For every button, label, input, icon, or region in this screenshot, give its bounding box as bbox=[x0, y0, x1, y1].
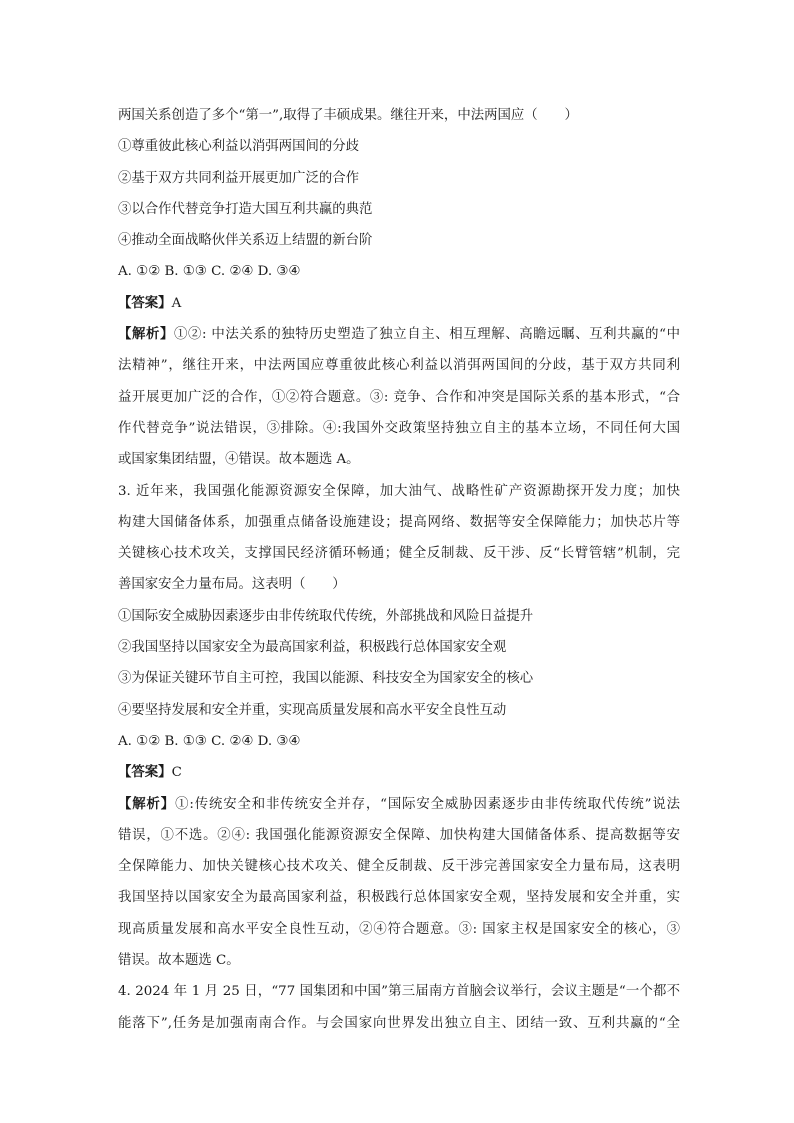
line-text: ①:传统安全和非传统安全并存，“国际安全威胁因素逐步由非传统取代传统”说法 bbox=[175, 796, 681, 812]
text-line bbox=[118, 163, 680, 194]
line-text: 法精神”，继往开来，中法两国应尊重彼此核心利益以消弭两国间的分歧，基于双方共同利 bbox=[118, 358, 680, 374]
line-text: A. ①② B. ①③ C. ②④ D. ③④ bbox=[118, 733, 301, 749]
line-text: ④推动全面战略伙伴关系迈上结盟的新台阶 bbox=[118, 233, 373, 249]
text-line bbox=[118, 444, 680, 475]
line-text: A. ①② B. ①③ C. ②④ D. ③④ bbox=[118, 264, 301, 280]
line-text: ②我国坚持以国家安全为最高国家利益，积极践行总体国家安全观 bbox=[118, 640, 507, 656]
text-line bbox=[118, 1008, 680, 1039]
text-line bbox=[118, 194, 680, 225]
line-text: 善国家安全力量布局。这表明（ ） bbox=[118, 577, 346, 593]
text-line bbox=[118, 476, 680, 507]
line-text: 两国关系创造了多个“第一”,取得了丰硕成果。继往开来，中法两国应（ ） bbox=[118, 108, 578, 123]
document-body bbox=[118, 100, 680, 1039]
text-line bbox=[118, 851, 680, 882]
text-line bbox=[118, 820, 680, 851]
section-tag: 【解析】 bbox=[118, 795, 176, 812]
text-line bbox=[118, 256, 680, 287]
line-text: ③以合作代替竞争打造大国互利共赢的典范 bbox=[118, 201, 373, 217]
text-line bbox=[118, 601, 680, 632]
text-line bbox=[118, 976, 680, 1007]
section-tag: 【解析】 bbox=[118, 326, 174, 343]
text-line bbox=[118, 538, 680, 569]
text-line bbox=[118, 663, 680, 694]
text-line bbox=[118, 382, 680, 413]
text-line bbox=[118, 100, 680, 131]
line-text: 全保障能力、加快关键核心技术攻关、健全反制裁、反干涉完善国家安全力量布局，这表明 bbox=[118, 859, 680, 875]
line-text: ①国际安全威胁因素逐步由非传统取代传统，外部挑战和风险日益提升 bbox=[118, 608, 534, 624]
line-text: 作代替竞争”说法错误，③排除。④:我国外交政策坚持独立自主的基本立场，不同任何大国 bbox=[118, 420, 680, 436]
text-line bbox=[118, 507, 680, 538]
text-line bbox=[118, 914, 680, 945]
text-line bbox=[118, 413, 680, 444]
line-text: 或国家集团结盟，④错误。故本题选 A。 bbox=[118, 452, 360, 468]
line-text: ②基于双方共同利益开展更加广泛的合作 bbox=[118, 170, 360, 186]
text-line bbox=[118, 632, 680, 663]
text-line bbox=[118, 569, 680, 600]
line-text: 我国坚持以国家安全为最高国家利益，积极践行总体国家安全观，坚持发展和安全并重，实 bbox=[118, 890, 680, 906]
text-line bbox=[118, 726, 680, 757]
text-line bbox=[118, 789, 680, 820]
line-text: 4. 2024 年 1 月 25 日，“77 国集团和中国”第三届南方首脑会议举行，会议主题是“一个都不 bbox=[118, 984, 680, 1000]
line-text: 能落下”,任务是加强南南合作。与会国家向世界发出独立自主、团结一致、互利共赢的“全 bbox=[118, 1015, 680, 1031]
line-text: 错误，①不选。②④: 我国强化能源资源安全保障、加快构建大国储备体系、提高数据等安 bbox=[118, 827, 680, 843]
line-text: 现高质量发展和高水平安全良性互动，②④符合题意。③: 国家主权是国家安全的核心，③ bbox=[118, 921, 680, 937]
line-text: 关键核心技术攻关，支撑国民经济循环畅通；健全反制裁、反干涉、反“长臂管辖”机制，完 bbox=[118, 546, 680, 562]
line-text: ①②: 中法关系的独特历史塑造了独立自主、相互理解、高瞻远瞩、互利共赢的“中 bbox=[173, 327, 680, 343]
text-line bbox=[118, 225, 680, 256]
text-line bbox=[118, 131, 680, 162]
text-line bbox=[118, 319, 680, 350]
section-tag: 【答案】 bbox=[118, 764, 172, 781]
text-line bbox=[118, 350, 680, 381]
text-line bbox=[118, 288, 680, 319]
text-line bbox=[118, 695, 680, 726]
line-text: ④要坚持发展和安全并重，实现高质量发展和高水平安全良性互动 bbox=[118, 702, 507, 718]
line-text: ③为保证关键环节自主可控，我国以能源、科技安全为国家安全的核心 bbox=[118, 671, 534, 687]
text-line bbox=[118, 882, 680, 913]
line-text: A bbox=[171, 295, 182, 311]
line-text: C bbox=[171, 765, 182, 781]
text-line bbox=[118, 757, 680, 788]
line-text: 错误。故本题选 C。 bbox=[118, 953, 240, 969]
line-text: ①尊重彼此核心利益以消弭两国间的分歧 bbox=[118, 139, 360, 155]
section-tag: 【答案】 bbox=[118, 294, 172, 311]
line-text: 3. 近年来，我国强化能源资源安全保障，加大油气、战略性矿产资源勘探开发力度；加快 bbox=[118, 483, 680, 499]
line-text: 益开展更加广泛的合作，①②符合题意。③: 竞争、合作和冲突是国际关系的基本形式，“合 bbox=[118, 389, 680, 405]
line-text: 构建大国储备体系，加强重点储备设施建设；提高网络、数据等安全保障能力；加快芯片等 bbox=[118, 514, 680, 530]
text-line bbox=[118, 945, 680, 976]
